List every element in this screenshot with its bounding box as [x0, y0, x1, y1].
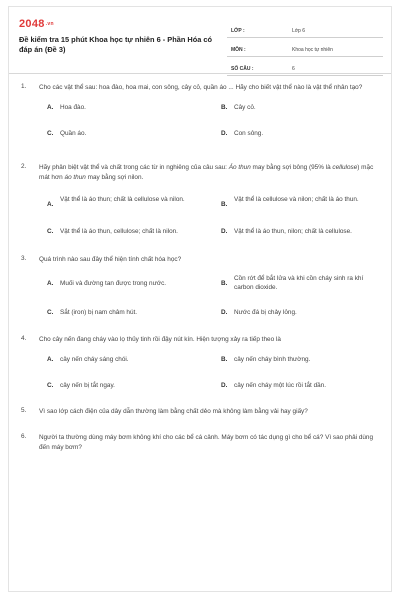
option-text: Vật thể là áo thun; chất là cellulose và nilon.	[60, 196, 185, 203]
option-letter: B.	[221, 280, 228, 287]
question-3	[9, 255, 391, 335]
exam-sheet	[8, 6, 392, 592]
italic-term: Áo thun	[228, 164, 251, 171]
question-text: Người ta thường dùng máy bơm không khí cho các bể cá cảnh. Máy bơm có tác dụng gì cho bể cá? Vì sao phải dùng đến máy bơm?	[39, 434, 374, 451]
options	[39, 265, 379, 331]
italic-term: cellulose	[332, 164, 358, 171]
exam-meta	[227, 20, 383, 77]
meta-row-class	[227, 20, 383, 38]
option-letter: B.	[221, 201, 228, 208]
meta-label: MÔN :	[231, 47, 246, 53]
option-text: Hoa đào.	[60, 104, 86, 111]
option-letter: A.	[47, 104, 54, 111]
question-text: Cho cây nến đang cháy vào lọ thủy tinh rồi đậy nút kín. Hiện tượng xảy ra tiếp theo là	[39, 336, 281, 343]
question-number: 2.	[21, 163, 27, 170]
option-text: cây nến bị tắt ngay.	[60, 382, 115, 389]
options	[39, 183, 379, 245]
meta-row-subject	[227, 39, 383, 57]
meta-label: SỐ CÂU :	[231, 66, 254, 72]
option-text: Cồn rớt để bắt lửa và khi cồn cháy sinh ra khí carbon dioxide.	[234, 275, 364, 291]
site-logo[interactable]: 2048.vn	[19, 18, 54, 30]
option-text: Vật thể là cellulose và nilon; chất là áo thun.	[234, 196, 359, 203]
question-6	[9, 433, 391, 463]
option-letter: D.	[221, 382, 228, 389]
question-2	[9, 163, 391, 255]
question-number: 6.	[21, 433, 27, 440]
option-text: Con sông.	[234, 130, 264, 137]
exam-title: Đề kiểm tra 15 phút Khoa học tự nhiên 6 - Phần Hóa có đáp án (Đề 3)	[19, 35, 213, 54]
question-text: Hãy phân biệt vật thể và chất trong các từ in nghiêng của câu sau: Áo thun may bằng sợi bông (95% là cellulose) mặc mát hơn áo thun may bằng sợi nilon.	[39, 164, 374, 181]
question-number: 1.	[21, 83, 27, 90]
question-number: 3.	[21, 255, 27, 262]
option-letter: C.	[47, 130, 54, 137]
option-text: cây nến cháy một lúc rồi tắt dần.	[234, 382, 327, 389]
question-number: 5.	[21, 407, 27, 414]
option-letter: A.	[47, 201, 54, 208]
option-letter: B.	[221, 104, 228, 111]
option-text: Vật thể là áo thun, nilon; chất là cellulose.	[234, 228, 352, 235]
options	[39, 93, 379, 147]
option-text: Nước đá bị chảy lỏng.	[234, 309, 297, 316]
meta-value: 6	[292, 66, 295, 72]
option-letter: D.	[221, 309, 228, 316]
option-text: Sắt (iron) bị nam châm hút.	[60, 309, 138, 316]
option-letter: C.	[47, 382, 54, 389]
question-text: Cho các vật thể sau: hoa đào, hoa mai, con sông, cây cỏ, quần áo ... Hãy cho biết vật thể nào là vật thể nhân tạo?	[39, 84, 363, 91]
option-text: cây nến cháy sáng chói.	[60, 356, 129, 363]
question-1	[9, 83, 391, 163]
header-divider	[9, 73, 391, 74]
italic-term: áo thun	[64, 174, 86, 181]
meta-label: LỚP :	[231, 28, 245, 34]
question-text: Quá trình nào sau đây thể hiện tính chất hóa học?	[39, 256, 182, 263]
option-letter: D.	[221, 130, 228, 137]
option-letter: C.	[47, 309, 54, 316]
question-list	[9, 83, 391, 463]
question-number: 4.	[21, 335, 27, 342]
meta-value: Lớp 6	[292, 28, 306, 34]
option-letter: A.	[47, 356, 54, 363]
option-text: cây nến cháy bình thường.	[234, 356, 311, 363]
logo-suffix: .vn	[45, 21, 54, 28]
option-letter: C.	[47, 228, 54, 235]
question-5	[9, 407, 391, 433]
option-letter: A.	[47, 280, 54, 287]
option-text: Vật thể là áo thun, cellulose; chất là nilon.	[60, 228, 178, 235]
question-text: Vì sao lớp cách điện của dây dẫn thường làm bằng chất dẻo mà không làm bằng vải hay giấy?	[39, 408, 308, 415]
options	[39, 345, 379, 405]
option-text: Cây cỏ.	[234, 104, 256, 111]
question-4	[9, 335, 391, 407]
exam-header	[9, 7, 391, 72]
option-letter: B.	[221, 356, 228, 363]
option-letter: D.	[221, 228, 228, 235]
option-text: Quần áo.	[60, 130, 87, 137]
option-text: Muối và đường tan được trong nước.	[60, 280, 167, 287]
meta-value: Khoa học tự nhiên	[292, 47, 333, 53]
